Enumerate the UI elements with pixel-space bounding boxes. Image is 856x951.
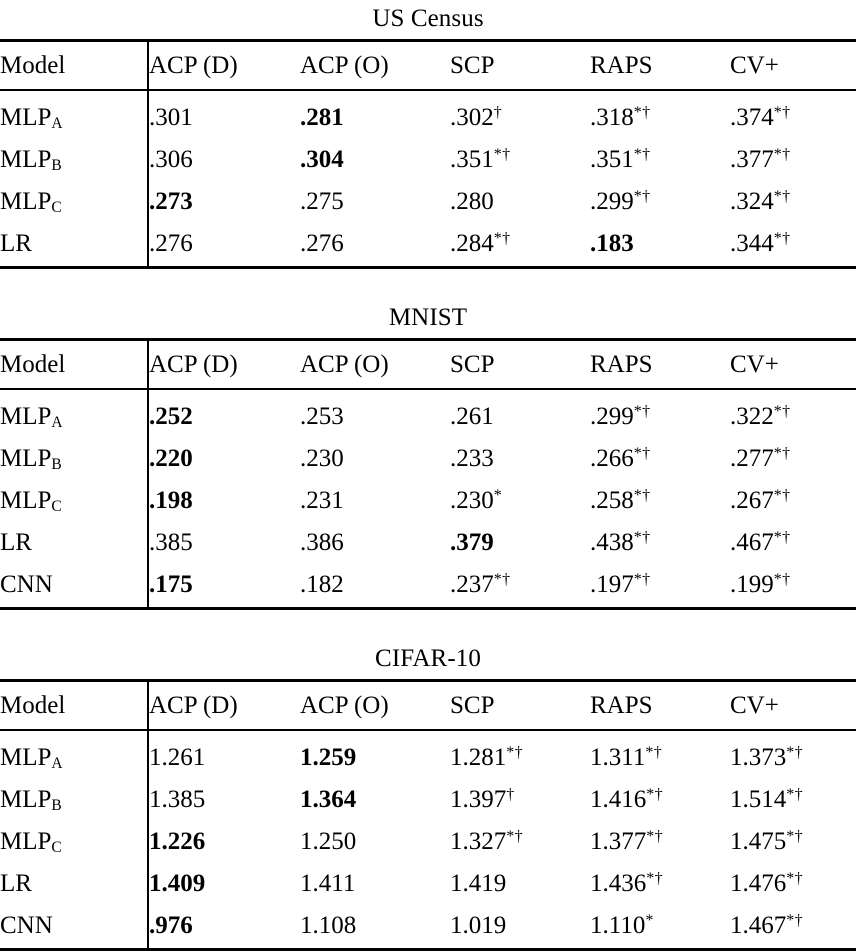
table-cell (148, 864, 300, 906)
cell-value: 1.416 (590, 786, 647, 813)
model-name: MLP (0, 188, 52, 215)
significance-marker: *† (773, 230, 791, 247)
cell-value: 1.110 (590, 912, 646, 939)
significance-marker: *† (773, 104, 791, 121)
table-cell (148, 780, 300, 822)
row-model-label (0, 439, 148, 481)
model-name: MLP (0, 445, 52, 472)
significance-marker: *† (633, 104, 651, 121)
table-cell (730, 182, 856, 224)
table-block (0, 640, 856, 951)
column-header-model: Model (0, 341, 148, 388)
spacer-cell (450, 91, 590, 98)
column-header-1: ACP (D) (149, 692, 238, 719)
table-row (0, 780, 856, 822)
significance-marker: *† (786, 786, 804, 803)
table-cell (148, 738, 300, 780)
table-cell (590, 481, 730, 523)
cell-value: .976 (149, 912, 193, 939)
row-model-label (0, 780, 148, 822)
model-name: LR (0, 230, 32, 257)
table-row (0, 140, 856, 182)
cell-value: .237 (450, 571, 494, 598)
cell-value: .233 (450, 445, 494, 472)
row-model-label (0, 224, 148, 266)
significance-marker: *† (633, 487, 651, 504)
cell-value: .318 (590, 104, 634, 131)
cell-value: .386 (300, 529, 344, 556)
cell-value: 1.385 (149, 786, 206, 813)
table-cell (300, 780, 450, 822)
cell-value: 1.467 (730, 912, 787, 939)
table-cell (450, 397, 590, 439)
table-cell (730, 780, 856, 822)
cell-value: 1.476 (730, 870, 787, 897)
model-name: CNN (0, 571, 53, 598)
cell-value: 1.259 (300, 744, 357, 771)
spacer-row (0, 390, 856, 397)
cell-value: .198 (149, 487, 193, 514)
header-row (0, 341, 856, 388)
cell-value: .230 (300, 445, 344, 472)
cell-value: .258 (590, 487, 634, 514)
table-row (0, 738, 856, 780)
table-cell (590, 140, 730, 182)
cell-value: .304 (300, 146, 344, 173)
cell-value: 1.514 (730, 786, 787, 813)
column-header-model: Model (0, 42, 148, 89)
significance-marker: *† (773, 487, 791, 504)
cell-value: .220 (149, 445, 193, 472)
model-subscript: B (51, 157, 62, 175)
table-cell (300, 224, 450, 266)
row-model-label (0, 182, 148, 224)
significance-marker: *† (633, 403, 651, 420)
table-row (0, 182, 856, 224)
spacer-cell (730, 91, 856, 98)
spacer-cell (0, 731, 148, 738)
table-header (0, 42, 856, 89)
significance-marker: † (506, 786, 515, 803)
cell-value: .301 (149, 104, 193, 131)
spacer-cell (300, 91, 450, 98)
table-cell (148, 182, 300, 224)
table-cell (730, 565, 856, 607)
cell-value: .253 (300, 403, 344, 430)
significance-marker: *† (645, 744, 663, 761)
cell-value: 1.250 (300, 828, 357, 855)
significance-marker: *† (773, 188, 791, 205)
table-row (0, 822, 856, 864)
table-cell (148, 565, 300, 607)
model-subscript: C (51, 498, 62, 516)
table-cell (590, 182, 730, 224)
model-subscript: B (51, 797, 62, 815)
cell-value: .322 (730, 403, 774, 430)
cell-value: .266 (590, 445, 634, 472)
table-cell (730, 98, 856, 140)
table-cell (300, 565, 450, 607)
model-name: MLP (0, 744, 52, 771)
table-row (0, 439, 856, 481)
cell-value: .252 (149, 403, 193, 430)
table-row (0, 481, 856, 523)
cell-value: .324 (730, 188, 774, 215)
table-cell (450, 140, 590, 182)
table-cell (450, 822, 590, 864)
table-cell (450, 565, 590, 607)
cell-value: .175 (149, 571, 193, 598)
column-header-4: RAPS (590, 52, 653, 79)
table-caption: CIFAR-10 (375, 645, 481, 672)
model-name: MLP (0, 146, 52, 173)
cell-value: .299 (590, 403, 634, 430)
significance-marker: *† (786, 870, 804, 887)
spacer-cell (730, 731, 856, 738)
spacer-cell (0, 390, 148, 397)
cell-value: .231 (300, 487, 344, 514)
cell-value: .302 (450, 104, 494, 131)
significance-marker: *† (493, 230, 511, 247)
column-header-2: ACP (O) (300, 351, 389, 378)
cell-value: 1.373 (730, 744, 787, 771)
spacer-cell (0, 91, 148, 98)
column-header-4: RAPS (590, 692, 653, 719)
cell-value: 1.364 (300, 786, 357, 813)
table-cell (590, 565, 730, 607)
spacer-cell (300, 390, 450, 397)
column-header-1: ACP (D) (149, 351, 238, 378)
model-name: MLP (0, 104, 52, 131)
table-cell (300, 481, 450, 523)
table-cell (590, 822, 730, 864)
cell-value: .182 (300, 571, 344, 598)
table-cell (300, 439, 450, 481)
table-cell (148, 523, 300, 565)
row-model-label (0, 864, 148, 906)
spacer-cell (450, 390, 590, 397)
table-cell (730, 140, 856, 182)
cell-value: 1.397 (450, 786, 507, 813)
table-cell (300, 523, 450, 565)
table-body (0, 390, 856, 607)
table-cell (300, 906, 450, 948)
significance-marker: *† (773, 403, 791, 420)
cell-value: 1.475 (730, 828, 787, 855)
significance-marker: *† (633, 146, 651, 163)
table-cell (300, 182, 450, 224)
table-cell (590, 864, 730, 906)
significance-marker: *† (773, 445, 791, 462)
table-cell (450, 738, 590, 780)
header-row (0, 42, 856, 89)
table-cell (730, 439, 856, 481)
column-header-4: RAPS (590, 351, 653, 378)
model-subscript: A (51, 755, 63, 773)
cell-value: .344 (730, 230, 774, 257)
spacer-cell (148, 91, 300, 98)
table-cell (300, 864, 450, 906)
table-cell (300, 98, 450, 140)
cell-value: .276 (149, 230, 193, 257)
table-cell (148, 481, 300, 523)
column-header-5: CV+ (730, 351, 779, 378)
cell-value: 1.411 (300, 870, 356, 897)
table-cell (590, 780, 730, 822)
table-cell (450, 439, 590, 481)
spacer-cell (590, 731, 730, 738)
table-cell (730, 224, 856, 266)
model-name: MLP (0, 403, 52, 430)
significance-marker: *† (646, 828, 664, 845)
table-cell (730, 864, 856, 906)
model-name: MLP (0, 786, 52, 813)
cell-value: 1.419 (450, 870, 507, 897)
model-name: MLP (0, 828, 52, 855)
table-cell (148, 439, 300, 481)
cell-value: .351 (450, 146, 494, 173)
table-cell (590, 397, 730, 439)
model-name: MLP (0, 487, 52, 514)
cell-value: 1.436 (590, 870, 647, 897)
significance-marker: *† (773, 571, 791, 588)
table-row (0, 397, 856, 439)
table-cell (450, 182, 590, 224)
table-cell (148, 397, 300, 439)
cell-value: 1.226 (149, 828, 206, 855)
spacer-row (0, 91, 856, 98)
significance-marker: *† (633, 529, 651, 546)
table-cell (730, 481, 856, 523)
cell-value: .273 (149, 188, 193, 215)
cell-value: .374 (730, 104, 774, 131)
column-header-2: ACP (O) (300, 692, 389, 719)
model-subscript: C (51, 839, 62, 857)
significance-marker: *† (646, 870, 664, 887)
cell-value: .385 (149, 529, 193, 556)
model-name: LR (0, 529, 32, 556)
table-caption: US Census (372, 5, 484, 32)
cell-value: .230 (450, 487, 494, 514)
cell-value: 1.261 (149, 744, 206, 771)
table-cell (450, 98, 590, 140)
table-cell (148, 140, 300, 182)
table-cell (148, 822, 300, 864)
table-cell (450, 906, 590, 948)
table-cell (730, 523, 856, 565)
table-gap (0, 269, 856, 299)
significance-marker: *† (493, 571, 511, 588)
model-name: CNN (0, 912, 53, 939)
spacer-row (0, 731, 856, 738)
table-block (0, 299, 856, 610)
table-cell (450, 224, 590, 266)
significance-marker: *† (633, 445, 651, 462)
cell-value: 1.377 (590, 828, 647, 855)
model-subscript: C (51, 199, 62, 217)
cell-value: .199 (730, 571, 774, 598)
row-model-label (0, 98, 148, 140)
spacer-cell (450, 731, 590, 738)
column-header-model: Model (0, 682, 148, 729)
spacer-cell (148, 731, 300, 738)
significance-marker: *† (633, 571, 651, 588)
table-row (0, 224, 856, 266)
table-gap (0, 610, 856, 640)
table-body (0, 731, 856, 948)
table-cell (300, 738, 450, 780)
significance-marker: * (493, 487, 503, 504)
table-cell (148, 224, 300, 266)
cell-value: .277 (730, 445, 774, 472)
row-model-label (0, 565, 148, 607)
table-cell (148, 906, 300, 948)
table-block (0, 0, 856, 269)
model-name: LR (0, 870, 32, 897)
significance-marker: * (645, 912, 654, 929)
row-model-label (0, 738, 148, 780)
cell-value: .377 (730, 146, 774, 173)
spacer-cell (300, 731, 450, 738)
row-model-label (0, 397, 148, 439)
cell-value: .280 (450, 188, 494, 215)
cell-value: .275 (300, 188, 344, 215)
cell-value: .261 (450, 403, 494, 430)
cell-value: 1.409 (149, 870, 206, 897)
column-header-2: ACP (O) (300, 52, 389, 79)
table-cell (450, 864, 590, 906)
significance-marker: *† (786, 744, 804, 761)
spacer-cell (590, 91, 730, 98)
row-model-label (0, 822, 148, 864)
cell-value: .267 (730, 487, 774, 514)
table-row (0, 906, 856, 948)
table-cell (450, 481, 590, 523)
cell-value: .351 (590, 146, 634, 173)
cell-value: .467 (730, 529, 774, 556)
significance-marker: *† (786, 912, 804, 929)
column-header-1: ACP (D) (149, 52, 238, 79)
column-header-5: CV+ (730, 692, 779, 719)
column-header-3: SCP (450, 351, 495, 378)
row-model-label (0, 906, 148, 948)
cell-value: 1.281 (450, 744, 507, 771)
model-subscript: A (51, 115, 63, 133)
table-cell (730, 738, 856, 780)
cell-value: .379 (450, 529, 494, 556)
significance-marker: *† (493, 146, 511, 163)
cell-value: 1.311 (590, 744, 646, 771)
table-cell (730, 906, 856, 948)
cell-value: .306 (149, 146, 193, 173)
spacer-cell (730, 390, 856, 397)
cell-value: .276 (300, 230, 344, 257)
spacer-cell (148, 390, 300, 397)
table-header (0, 682, 856, 729)
header-row (0, 682, 856, 729)
column-header-3: SCP (450, 52, 495, 79)
table-row (0, 523, 856, 565)
cell-value: 1.019 (450, 912, 507, 939)
significance-marker: *† (646, 786, 664, 803)
table-cell (300, 397, 450, 439)
table-cell (590, 738, 730, 780)
table-cell (590, 224, 730, 266)
row-model-label (0, 481, 148, 523)
cell-value: .197 (590, 571, 634, 598)
table-cell (148, 98, 300, 140)
model-subscript: B (51, 456, 62, 474)
table-cell (730, 397, 856, 439)
cell-value: 1.327 (450, 828, 507, 855)
table-cell (590, 906, 730, 948)
column-header-3: SCP (450, 692, 495, 719)
significance-marker: *† (506, 828, 524, 845)
row-model-label (0, 523, 148, 565)
table-caption: MNIST (388, 304, 468, 331)
spacer-cell (590, 390, 730, 397)
cell-value: .183 (590, 230, 634, 257)
significance-marker: *† (786, 828, 804, 845)
significance-marker: *† (633, 188, 651, 205)
significance-marker: *† (773, 146, 791, 163)
cell-value: .438 (590, 529, 634, 556)
table-body (0, 91, 856, 266)
cell-value: .281 (300, 104, 344, 131)
significance-marker: *† (773, 529, 791, 546)
table-row (0, 98, 856, 140)
cell-value: .299 (590, 188, 634, 215)
table-row (0, 565, 856, 607)
table-row (0, 864, 856, 906)
table-cell (450, 780, 590, 822)
table-cell (450, 523, 590, 565)
row-model-label (0, 140, 148, 182)
table-cell (590, 98, 730, 140)
table-cell (590, 523, 730, 565)
model-subscript: A (51, 414, 63, 432)
table-header (0, 341, 856, 388)
cell-value: 1.108 (300, 912, 357, 939)
column-header-5: CV+ (730, 52, 779, 79)
cell-value: .284 (450, 230, 494, 257)
significance-marker: *† (506, 744, 524, 761)
table-cell (730, 822, 856, 864)
table-cell (300, 140, 450, 182)
table-cell (300, 822, 450, 864)
significance-marker: † (493, 104, 503, 121)
table-cell (590, 439, 730, 481)
